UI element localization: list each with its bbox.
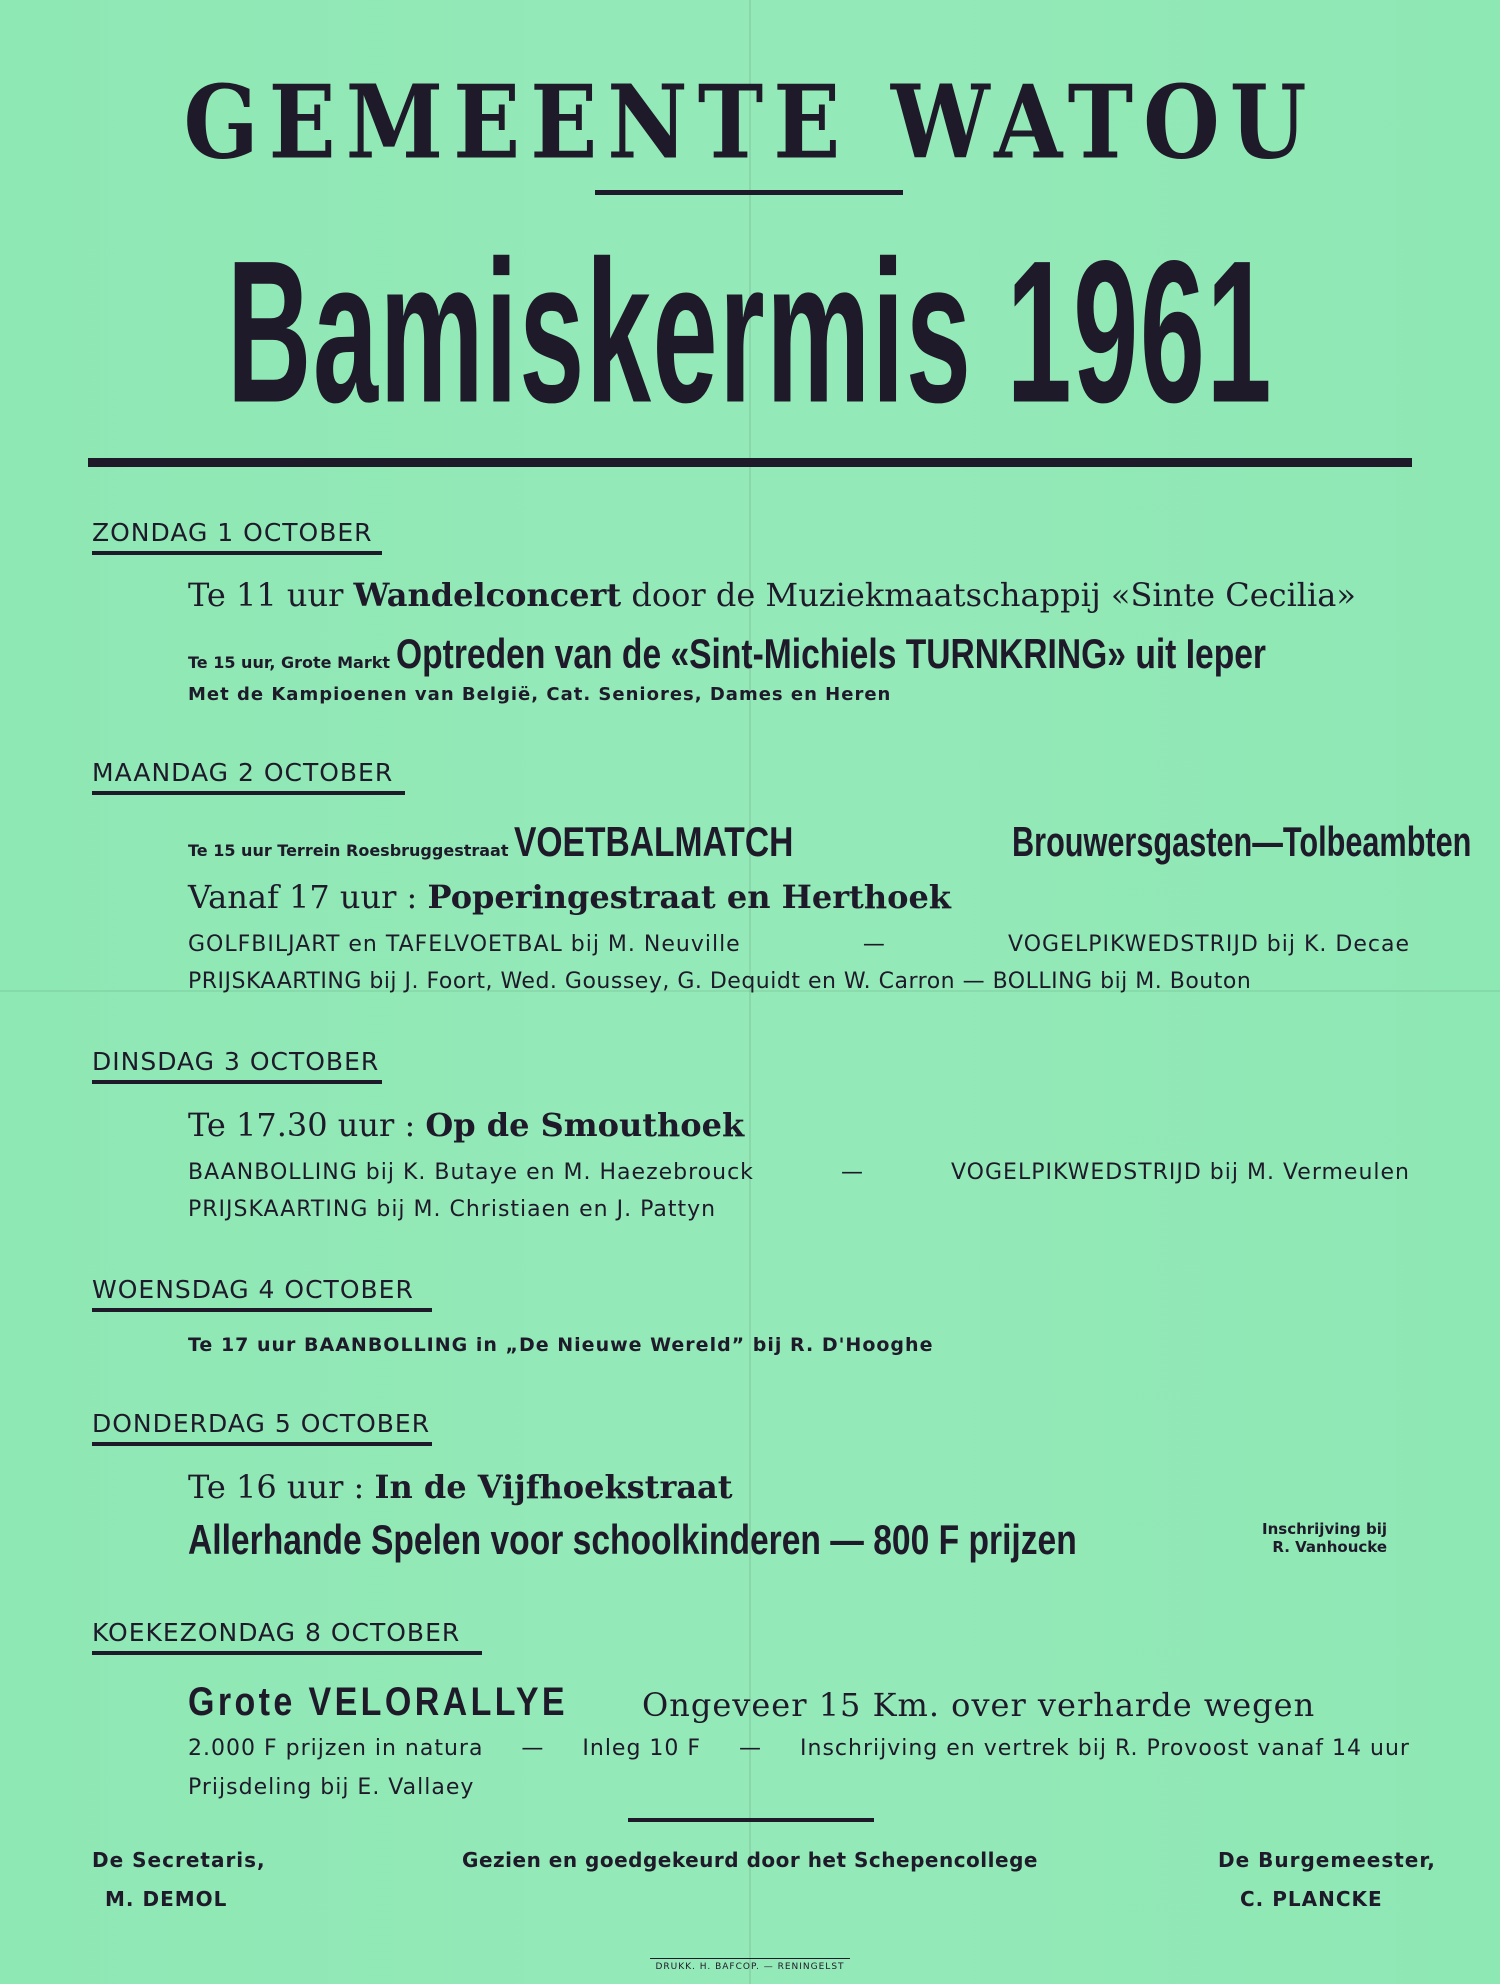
event-line (188, 878, 951, 916)
event-detail: PRIJSKAARTING bij J. Foort, Wed. Goussey, G. Dequidt en W. Carron — BOLLING bij M. Bouton (188, 969, 1252, 994)
title-divider (88, 458, 1412, 467)
separator: — (840, 1160, 864, 1185)
poster-title: Bamiskermis 1961 (226, 217, 1274, 445)
event-time: Te 17.30 uur : (188, 1106, 426, 1144)
note-line: R. Vanhoucke (1272, 1538, 1388, 1556)
day-heading-wednesday-4: WOENSDAG 4 OCTOBER (92, 1275, 414, 1304)
note-line: Inschrijving bij (1262, 1520, 1388, 1538)
day-underline (92, 1651, 482, 1655)
separator: — (521, 1736, 545, 1761)
event-detail: Inleg 10 F (582, 1736, 702, 1761)
event-time: Te 11 uur (188, 576, 354, 614)
printer-divider (650, 1958, 850, 1959)
mayor-title: De Burgemeester, (1218, 1848, 1436, 1872)
event-time: Te 15 uur Terrein Roesbruggestraat (188, 841, 515, 860)
event-detail: 2.000 F prijzen in natura (188, 1736, 484, 1761)
day-underline (92, 791, 405, 795)
printer-imprint: DRUKK. H. BAFCOP. — RENINGELST (655, 1962, 845, 1972)
separator: — (862, 932, 886, 957)
day-heading-monday-2: MAANDAG 2 OCTOBER (92, 758, 394, 787)
secretary-name: M. DEMOL (105, 1887, 228, 1911)
day-underline (92, 1080, 382, 1084)
day-heading-sunday-1: ZONDAG 1 OCTOBER (92, 518, 373, 547)
event-detail: GOLFBILJART en TAFELVOETBAL bij M. Neuville (188, 932, 741, 957)
event-title: Optreden van de «Sint-Michiels TURNKRING» uit Ieper (395, 630, 1266, 677)
event-time: Te 15 uur, Grote Markt (188, 653, 396, 672)
event-detail: VOGELPIKWEDSTRIJD bij K. Decae (1008, 932, 1410, 957)
event-line (1012, 818, 1500, 866)
event-title: VOETBALMATCH (514, 818, 794, 865)
event-detail: Ongeveer 15 Km. over verharde wegen (642, 1686, 1316, 1724)
event-detail: BAANBOLLING bij K. Butaye en M. Haezebrouck (188, 1160, 754, 1185)
event-line (188, 630, 1500, 678)
day-heading-tuesday-3: DINSDAG 3 OCTOBER (92, 1047, 380, 1076)
event-detail: Met de Kampioenen van België, Cat. Seniores, Dames en Heren (188, 684, 892, 705)
event-line (188, 1516, 1299, 1564)
day-underline (92, 1442, 432, 1446)
event-line (188, 1736, 1410, 1761)
event-location: In de Vijfhoekstraat (374, 1468, 733, 1506)
secretary-title: De Secretaris, (92, 1848, 266, 1872)
event-location: Poperingestraat en Herthoek (427, 878, 951, 916)
event-line (188, 1468, 733, 1506)
event-location: Op de Smouthoek (425, 1106, 745, 1144)
municipality-heading: GEMEENTE WATOU (183, 62, 1317, 182)
day-heading-sunday-8: KOEKEZONDAG 8 OCTOBER (92, 1618, 461, 1647)
day-underline (92, 1308, 432, 1312)
footer-divider (628, 1818, 874, 1822)
event-line (188, 818, 863, 866)
event-time: Vanaf 17 uur : (188, 878, 428, 916)
event-detail: Prijsdeling bij E. Vallaey (188, 1775, 475, 1800)
event-title: Allerhande Spelen voor schoolkinderen — 800 F prijzen (188, 1516, 1077, 1563)
event-time: Te 16 uur : (188, 1468, 375, 1506)
day-heading-thursday-5: DONDERDAG 5 OCTOBER (92, 1409, 431, 1438)
event-title: Grote VELORALLYE (188, 1680, 568, 1724)
heading-divider (595, 190, 903, 195)
event-line (188, 576, 1356, 614)
event-line (188, 1106, 744, 1144)
separator: — (739, 1736, 763, 1761)
event-line (188, 1160, 1410, 1185)
event-title: Brouwersgasten—Tolbeambten (1012, 818, 1472, 865)
event-line (188, 932, 1410, 957)
mayor-name: C. PLANCKE (1240, 1887, 1383, 1911)
event-detail: Te 17 uur BAANBOLLING in „De Nieuwe Wereld” bij R. D'Hooghe (188, 1334, 934, 1356)
event-detail: Inschrijving en vertrek bij R. Provoost vanaf 14 uur (800, 1736, 1410, 1761)
approval-statement: Gezien en goedgekeurd door het Schepencollege (462, 1848, 1038, 1872)
event-title: Wandelconcert (353, 576, 622, 614)
event-detail: VOGELPIKWEDSTRIJD bij M. Vermeulen (951, 1160, 1410, 1185)
event-line (188, 1680, 635, 1725)
day-underline (92, 551, 382, 555)
event-detail: PRIJSKAARTING bij M. Christiaen en J. Pattyn (188, 1197, 717, 1222)
event-detail: door de Muziekmaatschappij «Sinte Cecilia» (621, 576, 1356, 614)
registration-note (1262, 1520, 1387, 1556)
